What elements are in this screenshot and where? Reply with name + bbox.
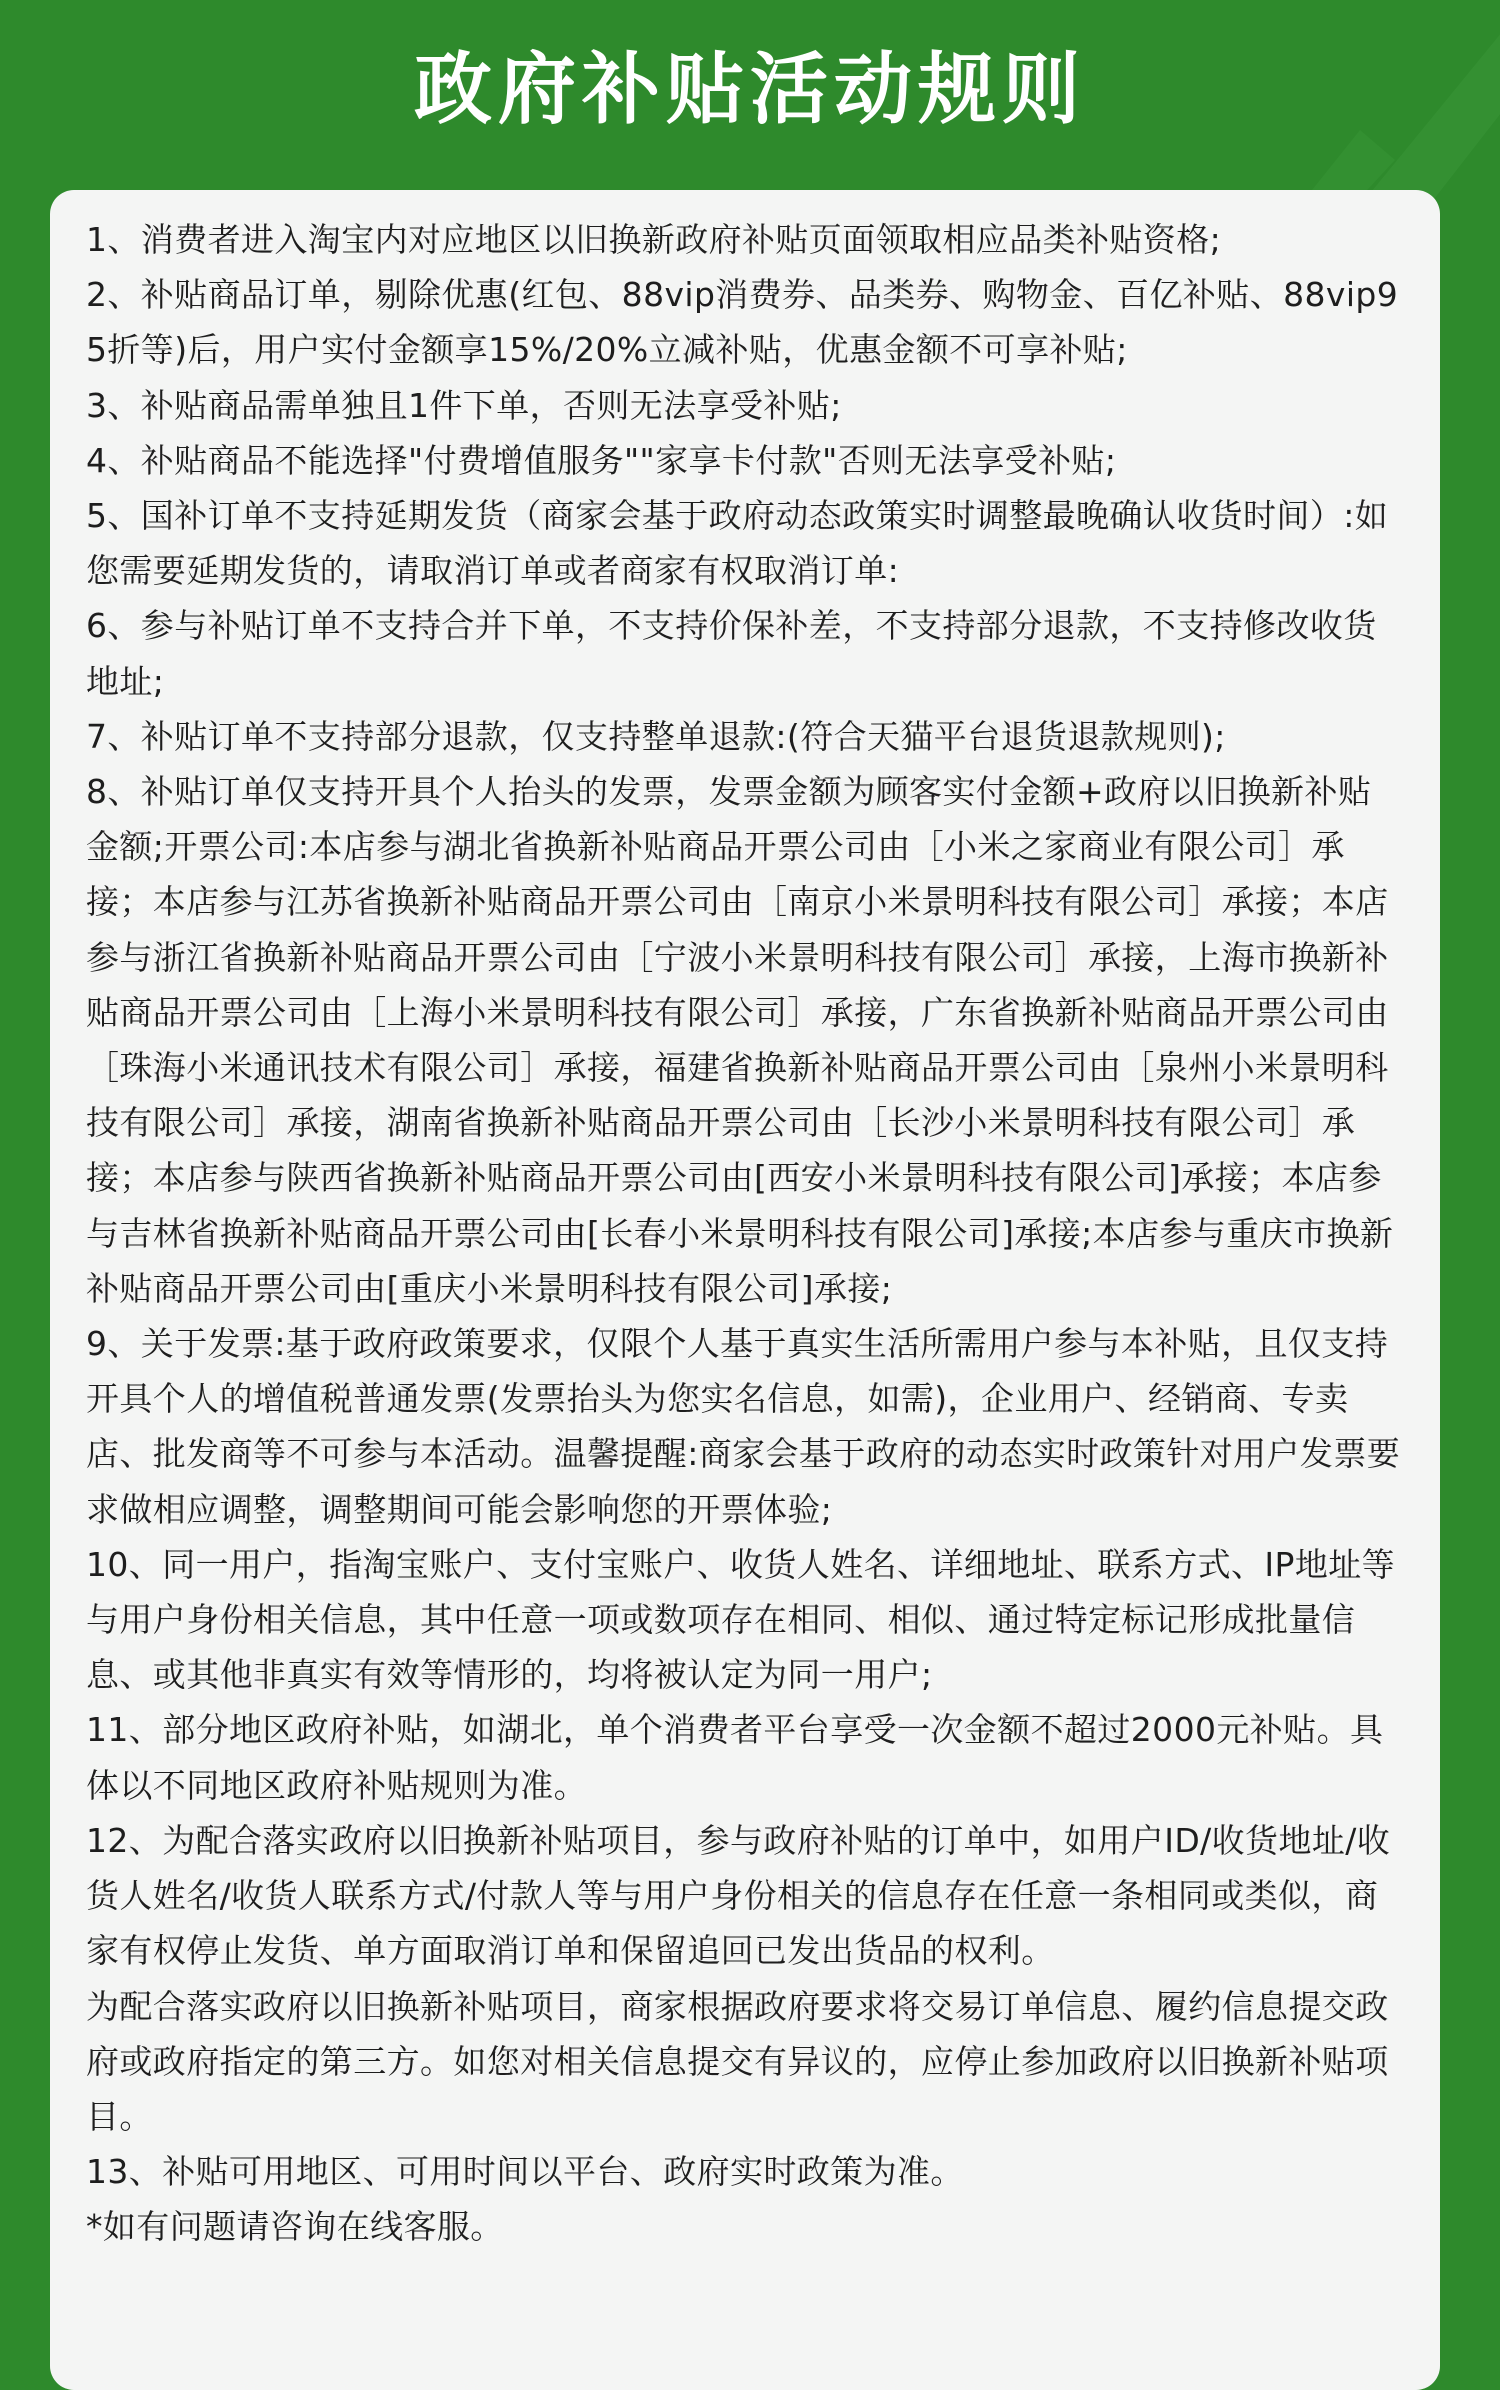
- rule-item-2: 2、补贴商品订单，剔除优惠(红包、88vip消费券、品类券、购物金、百亿补贴、88vip95折等)后，用户实付金额享15%/20%立减补贴，优惠金额不可享补贴;: [86, 275, 1399, 370]
- rule-item-7: 7、补贴订单不支持部分退款，仅支持整单退款:(符合天猫平台退货退款规则);: [86, 716, 1226, 756]
- rule-item-6: 6、参与补贴订单不支持合并下单，不支持价保补差，不支持部分退款，不支持修改收货地址;: [86, 606, 1377, 701]
- rule-item-9: 9、关于发票:基于政府政策要求，仅限个人基于真实生活所需用户参与本补贴，且仅支持开具个人的增值税普通发票(发票抬头为您实名信息，如需)，企业用户、经销商、专卖店、批发商等不可参与本活动。温馨提醒:商家会基于政府的动态实时政策针对用户发票要求做相应调整，调整期间可能会影响您的开票体验;: [86, 1324, 1401, 1529]
- rule-item-11: 11、部分地区政府补贴，如湖北，单个消费者平台享受一次金额不超过2000元补贴。具体以不同地区政府补贴规则为准。: [86, 1710, 1384, 1805]
- rule-item-3: 3、补贴商品需单独且1件下单，否则无法享受补贴;: [86, 385, 842, 425]
- rule-item-8: 8、补贴订单仅支持开具个人抬头的发票，发票金额为顾客实付金额+政府以旧换新补贴金额;开票公司:本店参与湖北省换新补贴商品开票公司由［小米之家商业有限公司］承接；本店参与江苏省换新补贴商品开票公司由［南京小米景明科技有限公司］承接；本店参与浙江省换新补贴商品开票公司由［宁波小米景明科技有限公司］承接，上海市换新补贴商品开票公司由［上海小米景明科技有限公司］承接，广东省换新补贴商品开票公司由［珠海小米通讯技术有限公司］承接，福建省换新补贴商品开票公司由［泉州小米景明科技有限公司］承接，湖南省换新补贴商品开票公司由［长沙小米景明科技有限公司］承接；本店参与陕西省换新补贴商品开票公司由[西安小米景明科技有限公司]承接；本店参与吉林省换新补贴商品开票公司由[长春小米景明科技有限公司]承接;本店参与重庆市换新补贴商品开票公司由[重庆小米景明科技有限公司]承接;: [86, 772, 1394, 1308]
- rule-item-12-addendum: 为配合落实政府以旧换新补贴项目，商家根据政府要求将交易订单信息、履约信息提交政府或政府指定的第三方。如您对相关信息提交有异议的，应停止参加政府以旧换新补贴项目。: [86, 1986, 1389, 2136]
- rule-item-5: 5、国补订单不支持延期发货（商家会基于政府动态政策实时调整最晚确认收货时间）:如您需要延期发货的，请取消订单或者商家有权取消订单:: [86, 496, 1389, 591]
- rule-item-13: 13、补贴可用地区、可用时间以平台、政府实时政策为准。: [86, 2152, 964, 2192]
- customer-service-note: *如有问题请咨询在线客服。: [86, 2207, 504, 2247]
- rules-card: [50, 190, 1440, 2390]
- rule-item-10: 10、同一用户，指淘宝账户、支付宝账户、收货人姓名、详细地址、联系方式、IP地址等与用户身份相关信息，其中任意一项或数项存在相同、相似、通过特定标记形成批量信息、或其他非真实有效等情形的，均将被认定为同一用户;: [86, 1544, 1396, 1695]
- rule-item-1: 1、消费者进入淘宝内对应地区以旧换新政府补贴页面领取相应品类补贴资格;: [86, 220, 1222, 259]
- rule-item-12: 12、为配合落实政府以旧换新补贴项目，参与政府补贴的订单中，如用户ID/收货地址/收货人姓名/收货人联系方式/付款人等与用户身份相关的信息存在任意一条相同或类似，商家有权停止发货、单方面取消订单和保留追回已发出货品的权利。: [86, 1820, 1391, 1971]
- rules-list: [86, 212, 1402, 2255]
- page-title: 政府补贴活动规则: [413, 45, 1086, 135]
- rule-item-4: 4、补贴商品不能选择"付费增值服务""家享卡付款"否则无法享受补贴;: [86, 440, 1117, 480]
